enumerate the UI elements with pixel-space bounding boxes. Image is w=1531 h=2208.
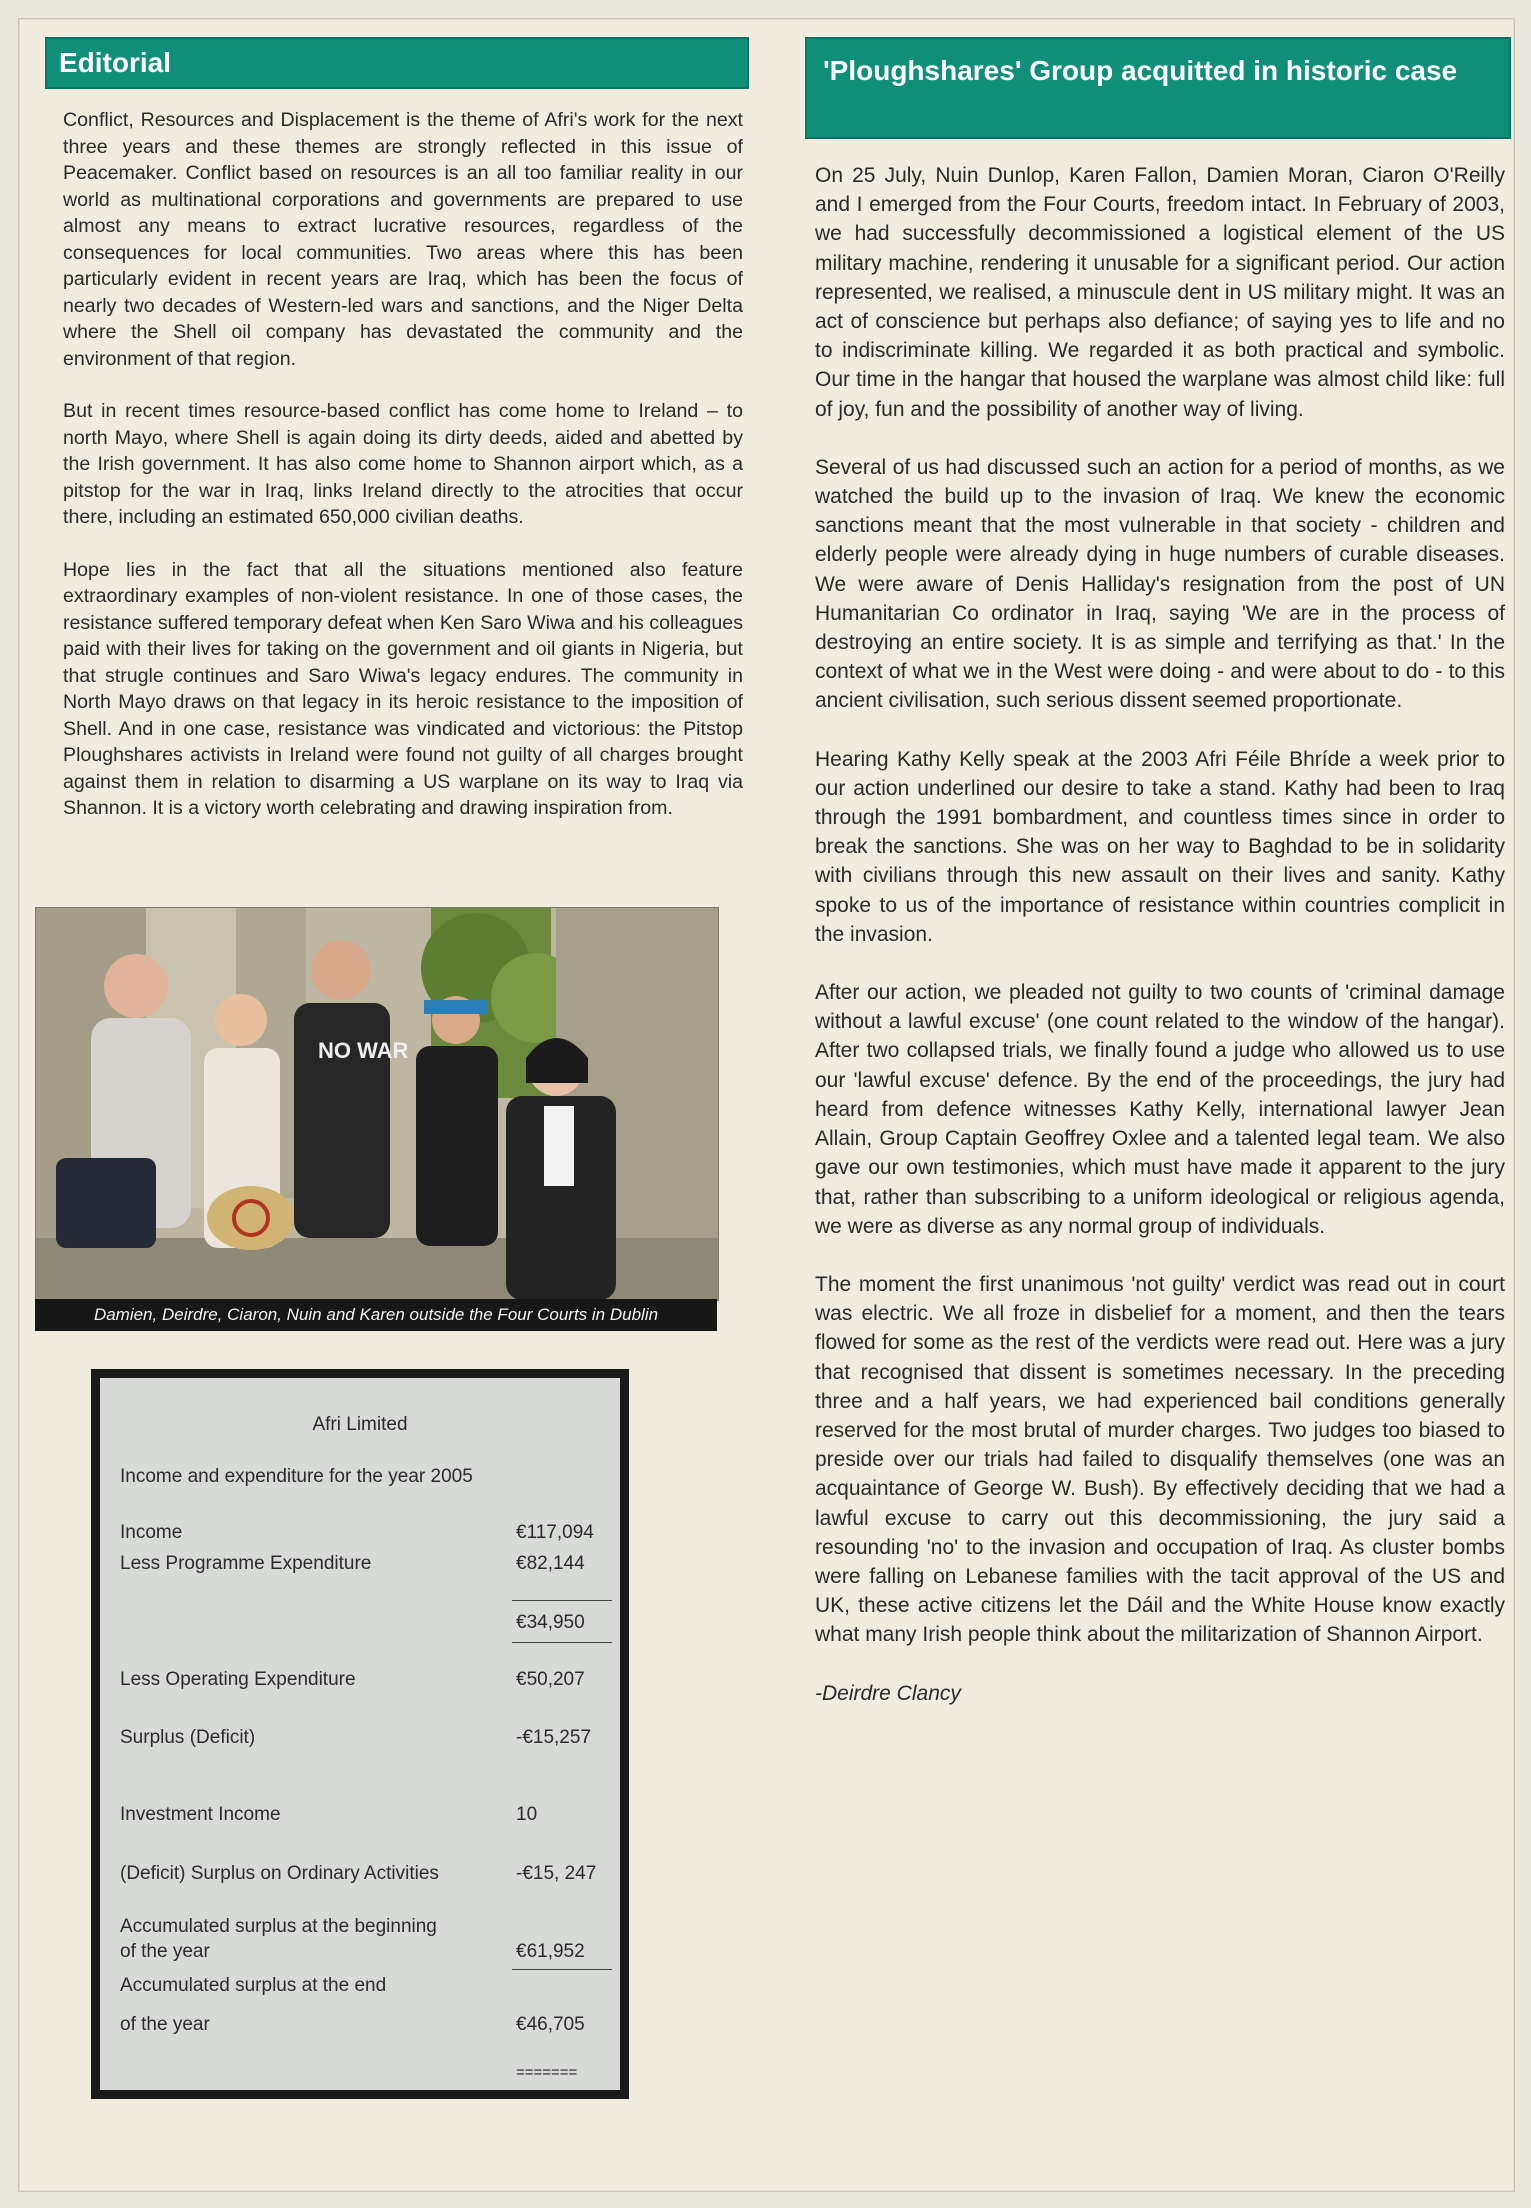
row-value: -€15,257	[516, 1727, 592, 1748]
newsletter-page	[18, 18, 1515, 2192]
article-paragraph: The moment the first unanimous 'not guilty' verdict was read out in court was electric. We all froze in disbelief for a moment, and then the tears flowed for some as the rest of the verdicts were read out. Here was a jury that recognised that dissent is sometimes necessary. In the preceding three and a half years, we had experienced bail conditions generally reserved for the most brutal of murder charges. Two judges too biased to preside over our trials had failed to disqualify themselves (one was an acquaintance of George W. Bush). By effectively deciding that we had a lawful excuse to carry out this decommissioning, the jury said a resounding 'no' to the invasion and occupation of Iraq. As cluster bombs were falling on Lebanese families with the tacit approval of the US and UK, these active citizens let the Dáil and the White House know exactly what many Irish people think about the militarization of Shannon Airport.	[815, 1272, 1505, 1647]
row-value: €46,705	[516, 2014, 585, 2035]
row-label: Investment Income	[120, 1804, 281, 1825]
editorial-paragraph: Hope lies in the fact that all the situations mentioned also feature extraordinary examples of non-violent resistance. In one of those cases, the resistance suffered temporary defeat when Ken Saro Wiwa and his colleagues paid with their lives for taking on the government and oil giants in Nigeria, but that strugle continues and Saro Wiwa's legacy endures. The community in North Mayo draws on that legacy in its heroic resistance to the imposition of Shell. And in one case, resistance was vindicated and victorious: the Pitstop Ploughshares activists in Ireland were found not guilty of all charges brought against them in relation to disarming a US warplane on its way to Iraq via Shannon. It is a victory worth celebrating and drawing inspiration from.	[63, 558, 743, 819]
row-label: Surplus (Deficit)	[120, 1727, 256, 1748]
row-value: €34,950	[516, 1612, 585, 1633]
row-label: (Deficit) Surplus on Ordinary Activities	[120, 1863, 439, 1884]
left-column	[45, 37, 749, 848]
row-label: of the year	[120, 1941, 210, 1962]
row-label: of the year	[120, 2014, 210, 2035]
tshirt-text: NO WAR	[318, 1038, 409, 1063]
article-paragraph: On 25 July, Nuin Dunlop, Karen Fallon, Damien Moran, Ciaron O'Reilly and I emerged from the Four Courts, freedom intact. In February of 2003, we had successfully decommissioned a logistical element of the US military machine, rendering it unusable for a significant period. Our action represented, we realised, a minuscule dent in US military might. It was an act of conscience but perhaps also defiance; of saying yes to life and no to indiscriminate killing. We regarded it as both practical and symbolic. Our time in the hangar that housed the warplane was almost child like: full of joy, fun and the possibility of another way of living.	[815, 164, 1505, 421]
row-label: Income	[120, 1522, 183, 1543]
subtotal-rule	[512, 1969, 612, 1970]
subtotal-rule	[512, 1600, 612, 1601]
ploughshares-heading: 'Ploughshares' Group acquitted in historic case	[805, 37, 1511, 139]
closing-double-rule: =======	[516, 2064, 578, 2081]
editorial-body	[45, 107, 749, 822]
row-value: €50,207	[516, 1669, 585, 1690]
row-label: Accumulated surplus at the end	[120, 1975, 387, 1996]
editorial-heading: Editorial	[45, 37, 749, 89]
row-value: -€15, 247	[516, 1863, 597, 1884]
statement-title: Afri Limited	[312, 1414, 408, 1435]
author-signature: -Deirdre Clancy	[815, 1681, 961, 1705]
editorial-paragraph: Conflict, Resources and Displacement is the theme of Afri's work for the next three years and these themes are strongly reflected in this issue of Peacemaker. Conflict based on resources is an all too familiar reality in our world as multinational corporations and governments are prepared to use almost any means to extract lucrative resources, regardless of the consequences for local communities. Two areas where this has been particularly evident in recent years are Iraq, which has been the focus of nearly two decades of Western-led wars and sanctions, and the Niger Delta where the Shell oil company has devastated the community and the environment of that region.	[63, 109, 743, 370]
statement-subtitle: Income and expenditure for the year 2005	[120, 1466, 473, 1487]
right-column	[797, 37, 1511, 1737]
row-value: €61,952	[516, 1941, 585, 1962]
financial-statement	[91, 1369, 629, 2099]
photo-caption: Damien, Deirdre, Ciaron, Nuin and Karen outside the Four Courts in Dublin	[35, 1299, 717, 1331]
subtotal-rule	[512, 1642, 612, 1643]
row-label: Less Operating Expenditure	[120, 1669, 356, 1690]
photo-illustration	[36, 908, 718, 1300]
article-paragraph: After our action, we pleaded not guilty to two counts of 'criminal damage without a lawful excuse' (one count related to the window of the hangar). After two collapsed trials, we finally found a judge who allowed us to use our 'lawful excuse' defence. By the end of the proceedings, the jury had heard from defence witnesses Kathy Kelly, international lawyer Jean Allain, Group Captain Geoffrey Oxlee and a talented legal team. We also gave our own testimonies, which must have made it apparent to the jury that, rather than subscribing to a uniform ideological or religious agenda, we were as diverse as any normal group of individuals.	[815, 981, 1505, 1238]
article-paragraph: Several of us had discussed such an action for a period of months, as we watched the build up to the invasion of Iraq. We knew the economic sanctions meant that the most vulnerable in that society - children and elderly people were already dying in huge numbers of curable diseases. We were aware of Denis Halliday's resignation from the post of UN Humanitarian Co ordinator in Iraq, saying 'We are in the process of destroying an entire society. It is as simple and terrifying as that.' In the context of what we in the West were doing - and were about to do - to this ancient civilisation, such serious dissent seemed proportionate.	[815, 455, 1505, 713]
ploughshares-body	[797, 161, 1511, 1708]
row-label: Accumulated surplus at the beginning	[120, 1916, 437, 1937]
row-value: €82,144	[516, 1553, 585, 1574]
row-value: 10	[516, 1804, 538, 1825]
editorial-paragraph: But in recent times resource-based conflict has come home to Ireland – to north Mayo, where Shell is again doing its dirty deeds, aided and abetted by the Irish government. It has also come home to Shannon airport which, as a pitstop for the war in Iraq, links Ireland directly to the atrocities that occur there, including an estimated 650,000 civilian deaths.	[63, 400, 743, 528]
row-value: €117,094	[516, 1522, 594, 1543]
group-photo	[35, 907, 719, 1301]
article-paragraph: Hearing Kathy Kelly speak at the 2003 Afri Féile Bhríde a week prior to our action underlined our desire to take a stand. Kathy had been to Iraq through the 1991 bombardment, and countless times since in order to break the sanctions. She was on her way to Baghdad to be in solidarity with civilians through this new assault on their lives and sanity. Kathy spoke to us of the importance of resistance within countries complicit in the invasion.	[815, 747, 1505, 946]
row-label: Less Programme Expenditure	[120, 1553, 372, 1574]
